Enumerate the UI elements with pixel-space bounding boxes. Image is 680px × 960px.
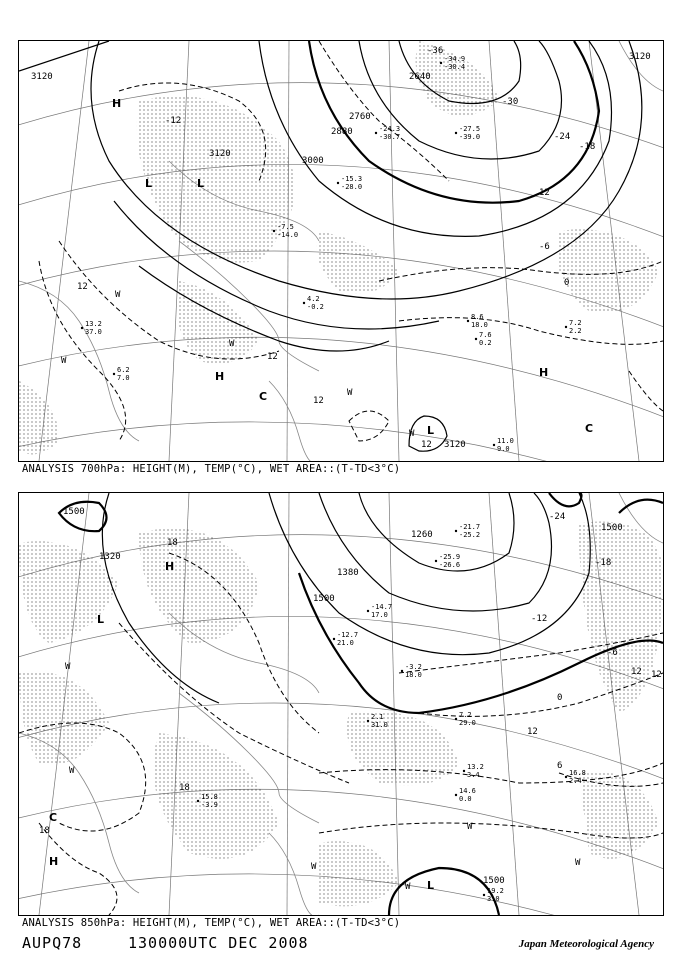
pressure-center-label: H <box>112 97 122 110</box>
isotherm-label: 12 <box>539 188 550 198</box>
station-dewpoint: -26.6 <box>439 561 461 569</box>
wet-area-marker: W <box>229 339 235 349</box>
pressure-center-label: H <box>165 560 175 573</box>
isotherm-label: 12 <box>267 352 278 362</box>
station-temperature: 8.6 <box>471 313 484 321</box>
pressure-center-label: C <box>585 422 594 435</box>
caption-850hpa: ANALYSIS 850hPa: HEIGHT(M), TEMP(°C), WET AREA::(T-TD<3°C) <box>22 917 401 929</box>
station-temperature: 6.2 <box>117 366 130 374</box>
pressure-center-label: L <box>145 177 153 190</box>
wet-area-marker: W <box>409 429 415 439</box>
station-dewpoint: -25.2 <box>459 531 481 539</box>
pressure-center-label: H <box>215 370 225 383</box>
isotherm-label: 18 <box>39 826 50 836</box>
station-marker <box>455 794 457 796</box>
station-temperature: -12.7 <box>337 631 359 639</box>
station-marker <box>467 320 469 322</box>
isotherm-label: 0 <box>557 693 563 703</box>
contour-label: 3120 <box>629 52 651 62</box>
station-dewpoint: 21.0 <box>337 639 354 647</box>
contour-label: 3000 <box>302 156 324 166</box>
station-dewpoint: 37.0 <box>85 328 102 336</box>
station-dewpoint: -30.4 <box>444 63 466 71</box>
contour-label: 1500 <box>313 594 335 604</box>
wet-area-marker: W <box>311 862 317 872</box>
pressure-center-label: C <box>49 811 58 824</box>
caption-700hpa: ANALYSIS 700hPa: HEIGHT(M), TEMP(°C), WET AREA::(T-TD<3°C) <box>22 463 401 475</box>
station-temperature: 13.2 <box>85 320 102 328</box>
station-dewpoint: 2.4 <box>569 777 582 785</box>
station-temperature: -14.7 <box>371 603 393 611</box>
isotherm-label: 12 <box>77 282 88 292</box>
station-marker <box>565 776 567 778</box>
isotherm-label: -30 <box>502 97 519 107</box>
contour-label: 1500 <box>601 523 623 533</box>
isotherm-label: -24 <box>549 512 566 522</box>
station-dewpoint: 3.4 <box>467 771 480 779</box>
station-marker <box>435 560 437 562</box>
isotherm-label: -18 <box>595 558 612 568</box>
station-marker <box>475 338 477 340</box>
contour-label: 3120 <box>31 72 53 82</box>
contour-label: 1380 <box>337 568 359 578</box>
isotherm-label: 18 <box>167 538 178 548</box>
agency-name: Japan Meteorological Agency <box>518 938 654 950</box>
station-temperature: 13.2 <box>467 763 484 771</box>
station-marker <box>483 894 485 896</box>
station-temperature: 2.1 <box>371 713 384 721</box>
map-700hpa-svg <box>19 41 663 461</box>
contour-label: 2640 <box>409 72 431 82</box>
valid-time: 130000UTC DEC 2008 <box>128 934 309 952</box>
pressure-center-label: C <box>259 390 268 403</box>
station-dewpoint: 17.0 <box>371 611 388 619</box>
station-marker <box>463 770 465 772</box>
station-marker <box>367 720 369 722</box>
station-dewpoint: -3.9 <box>201 801 218 809</box>
station-temperature: 7.2 <box>569 319 582 327</box>
contour-label: 3120 <box>209 149 231 159</box>
station-marker <box>455 718 457 720</box>
station-temperature: 16.8 <box>569 769 586 777</box>
wet-area-marker: W <box>65 662 71 672</box>
station-dewpoint: 7.0 <box>117 374 130 382</box>
station-marker <box>440 62 442 64</box>
isotherm-label: 12 <box>651 670 662 680</box>
isotherm-label: 12 <box>421 440 432 450</box>
station-temperature: 11.0 <box>497 437 514 445</box>
station-marker <box>375 132 377 134</box>
contour-label: 1260 <box>411 530 433 540</box>
station-dewpoint: 9.0 <box>497 445 510 453</box>
station-dewpoint: -0.2 <box>307 303 324 311</box>
station-dewpoint: 0.0 <box>459 795 472 803</box>
isotherm-label: -36 <box>427 46 444 56</box>
station-dewpoint: 29.0 <box>459 719 476 727</box>
contour-label: 1320 <box>99 552 121 562</box>
station-marker <box>367 610 369 612</box>
station-dewpoint: -14.0 <box>277 231 299 239</box>
pressure-center-label: H <box>539 366 549 379</box>
pressure-center-label: L <box>197 177 205 190</box>
station-marker <box>455 132 457 134</box>
wet-area-marker: W <box>347 388 353 398</box>
map-850hpa-svg <box>19 493 663 915</box>
chart-code: AUPQ78 <box>22 934 83 952</box>
station-dewpoint: 18.0 <box>405 671 422 679</box>
station-temperature: 15.8 <box>201 793 218 801</box>
station-dewpoint: -30.7 <box>379 133 401 141</box>
isotherm-label: 12 <box>313 396 324 406</box>
station-temperature: 19.2 <box>487 887 504 895</box>
station-marker <box>565 326 567 328</box>
station-dewpoint: 2.2 <box>569 327 582 335</box>
station-temperature: 4.2 <box>307 295 320 303</box>
station-dewpoint: -39.0 <box>459 133 481 141</box>
station-marker <box>455 530 457 532</box>
isotherm-label: -6 <box>607 648 618 658</box>
pressure-center-label: H <box>49 855 59 868</box>
pressure-center-label: L <box>97 613 105 626</box>
station-marker <box>273 230 275 232</box>
wet-area-marker: W <box>115 290 121 300</box>
station-dewpoint: 18.0 <box>471 321 488 329</box>
contour-label: 3120 <box>444 440 466 450</box>
station-marker <box>81 327 83 329</box>
isotherm-label: -12 <box>165 116 182 126</box>
station-temperature: -15.3 <box>341 175 363 183</box>
station-temperature: 7.2 <box>459 711 472 719</box>
station-dewpoint: 0.2 <box>479 339 492 347</box>
station-marker <box>333 638 335 640</box>
station-dewpoint: 31.0 <box>371 721 388 729</box>
isotherm-label: -24 <box>554 132 571 142</box>
station-dewpoint: 3.0 <box>487 895 500 903</box>
isotherm-label: 0 <box>564 278 570 288</box>
station-marker <box>113 373 115 375</box>
station-temperature: 14.6 <box>459 787 476 795</box>
isotherm-label: -6 <box>539 242 550 252</box>
contour-label: 2760 <box>349 112 371 122</box>
station-marker <box>401 670 403 672</box>
pressure-center-label: L <box>427 879 435 892</box>
wet-areas <box>19 522 663 907</box>
wet-area-marker: W <box>575 858 581 868</box>
station-marker <box>337 182 339 184</box>
pressure-center-label: L <box>427 424 435 437</box>
isotherm-label: -12 <box>531 614 548 624</box>
station-dewpoint: -28.0 <box>341 183 363 191</box>
map-panel-700hpa <box>18 40 664 462</box>
station-temperature: -27.5 <box>459 125 481 133</box>
station-temperature: -3.2 <box>405 663 422 671</box>
contour-label: 1500 <box>63 507 85 517</box>
isotherm-label: 12 <box>631 667 642 677</box>
isotherm-label: 18 <box>179 783 190 793</box>
wet-area-marker: W <box>69 766 75 776</box>
station-temperature: -7.5 <box>277 223 294 231</box>
station-marker <box>493 444 495 446</box>
station-temperature: -34.9 <box>444 55 466 63</box>
map-panel-850hpa <box>18 492 664 916</box>
station-temperature: -21.7 <box>459 523 481 531</box>
isotherm-label: 6 <box>557 761 563 771</box>
station-marker <box>303 302 305 304</box>
station-temperature: -24.3 <box>379 125 401 133</box>
contour-label: 1500 <box>483 876 505 886</box>
isotherm-label: -18 <box>579 142 596 152</box>
wet-area-marker: W <box>61 356 67 366</box>
station-marker <box>197 800 199 802</box>
contour-label: 2880 <box>331 127 353 137</box>
isotherm-label: 12 <box>527 727 538 737</box>
wet-area-marker: W <box>405 882 411 892</box>
wet-area-marker: W <box>467 822 473 832</box>
station-temperature: -25.9 <box>439 553 461 561</box>
station-temperature: 7.6 <box>479 331 492 339</box>
